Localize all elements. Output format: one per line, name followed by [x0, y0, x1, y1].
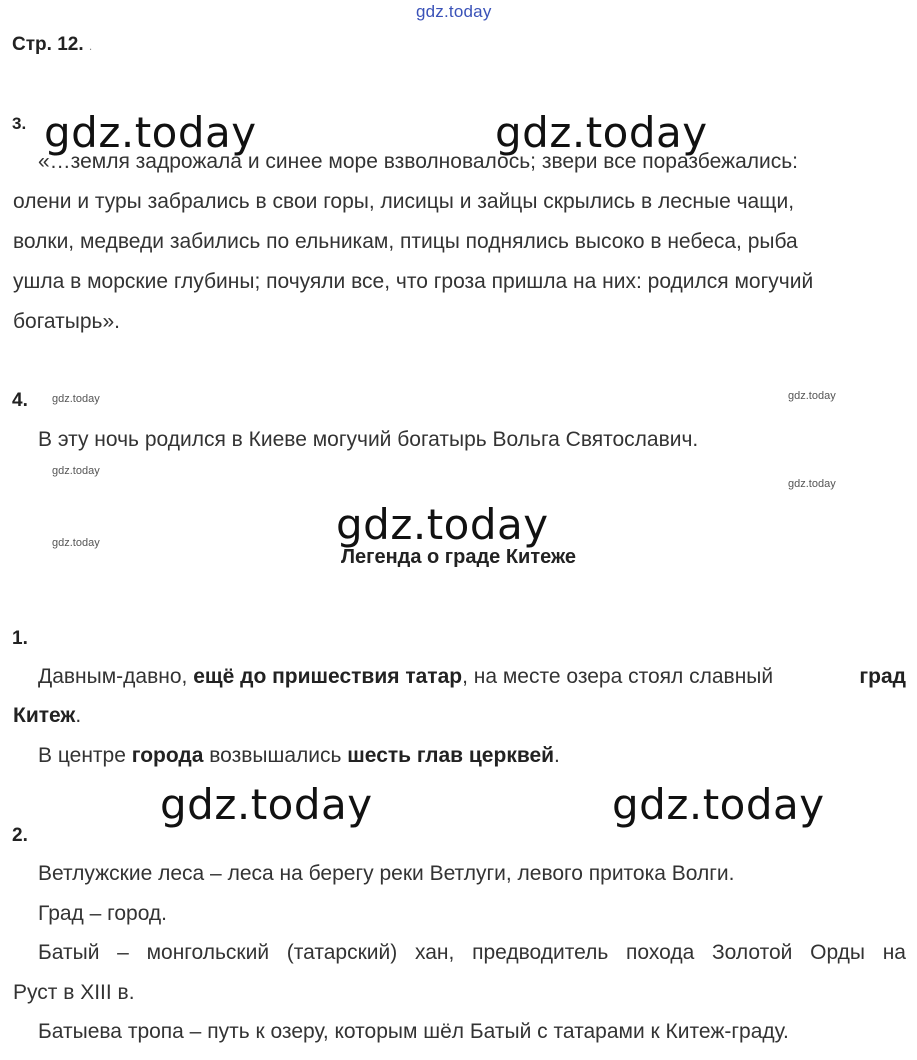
- section-2-line: Батыева тропа – путь к озеру, которым шёл Батый с татарами к Китеж-граду.: [38, 1020, 789, 1043]
- text-run-bold: ещё до пришествия татар: [193, 665, 463, 688]
- section-1-paragraph-2: [38, 744, 560, 768]
- watermark-small: gdz.today: [788, 390, 836, 402]
- page-number: [12, 34, 92, 56]
- text-run: В центре: [38, 744, 132, 767]
- watermark-large: gdz.today: [495, 108, 708, 157]
- text-run: .: [75, 704, 82, 727]
- watermark-large: gdz.today: [336, 500, 549, 549]
- watermark-small: gdz.today: [52, 393, 100, 405]
- watermark-large: gdz.today: [160, 780, 373, 829]
- text-run-bold: города: [131, 744, 204, 767]
- watermark-large: gdz.today: [612, 780, 825, 829]
- section-3-number: 3.: [12, 114, 27, 133]
- section-2-line: Ветлужские леса – леса на берегу реки Ветлуги, левого притока Волги.: [38, 862, 735, 885]
- section-3-line: волки, медведи забились по ельникам, птицы поднялись высоко в небеса, рыба: [13, 230, 798, 253]
- watermark-small: gdz.today: [52, 537, 100, 549]
- section-2-line: Град – город.: [38, 902, 168, 925]
- text-run: .: [554, 744, 560, 767]
- watermark-small: gdz.today: [52, 465, 100, 477]
- section-3-line: «…земля задрожала и синее море взволновалось; звери все поразбежались:: [38, 150, 799, 173]
- text-run: возвышались: [203, 744, 348, 767]
- section-2-line: Руст в XIII в.: [13, 981, 135, 1004]
- section-1-number: 1.: [12, 628, 28, 649]
- text-run-bold: Китеж: [13, 704, 76, 727]
- section-2-number: 2.: [12, 825, 28, 846]
- section-3-line: богатырь».: [13, 310, 120, 333]
- section-1-paragraph-1: [38, 665, 906, 689]
- page-number-text: Стр. 12.: [12, 34, 84, 55]
- section-3-line: ушла в морские глубины; почуяли все, что гроза пришла на них: родился могучий: [13, 270, 814, 293]
- section-4-number: 4.: [12, 390, 28, 411]
- section-3-line: олени и туры забрались в свои горы, лисицы и зайцы скрылись в лесные чащи,: [13, 190, 795, 213]
- section-1-paragraph-1-cont: [13, 704, 81, 728]
- text-run: , на месте озера стоял славный: [462, 665, 774, 688]
- text-run: Давным-давно,: [38, 665, 194, 688]
- section-4-text: В эту ночь родился в Киеве могучий богатырь Вольга Святославич.: [38, 428, 699, 451]
- watermark-small: gdz.today: [788, 478, 836, 490]
- page-number-mark: .: [88, 39, 93, 53]
- watermark-large: gdz.today: [44, 108, 257, 157]
- text-run-bold: шесть глав церквей: [347, 744, 555, 767]
- watermark-top: gdz.today: [416, 2, 492, 21]
- legend-title: Легенда о граде Китеже: [340, 546, 577, 568]
- section-2-line: Батый – монгольский (татарский) хан, предводитель похода Золотой Орды на: [38, 941, 906, 964]
- text-run-bold: град: [859, 665, 906, 688]
